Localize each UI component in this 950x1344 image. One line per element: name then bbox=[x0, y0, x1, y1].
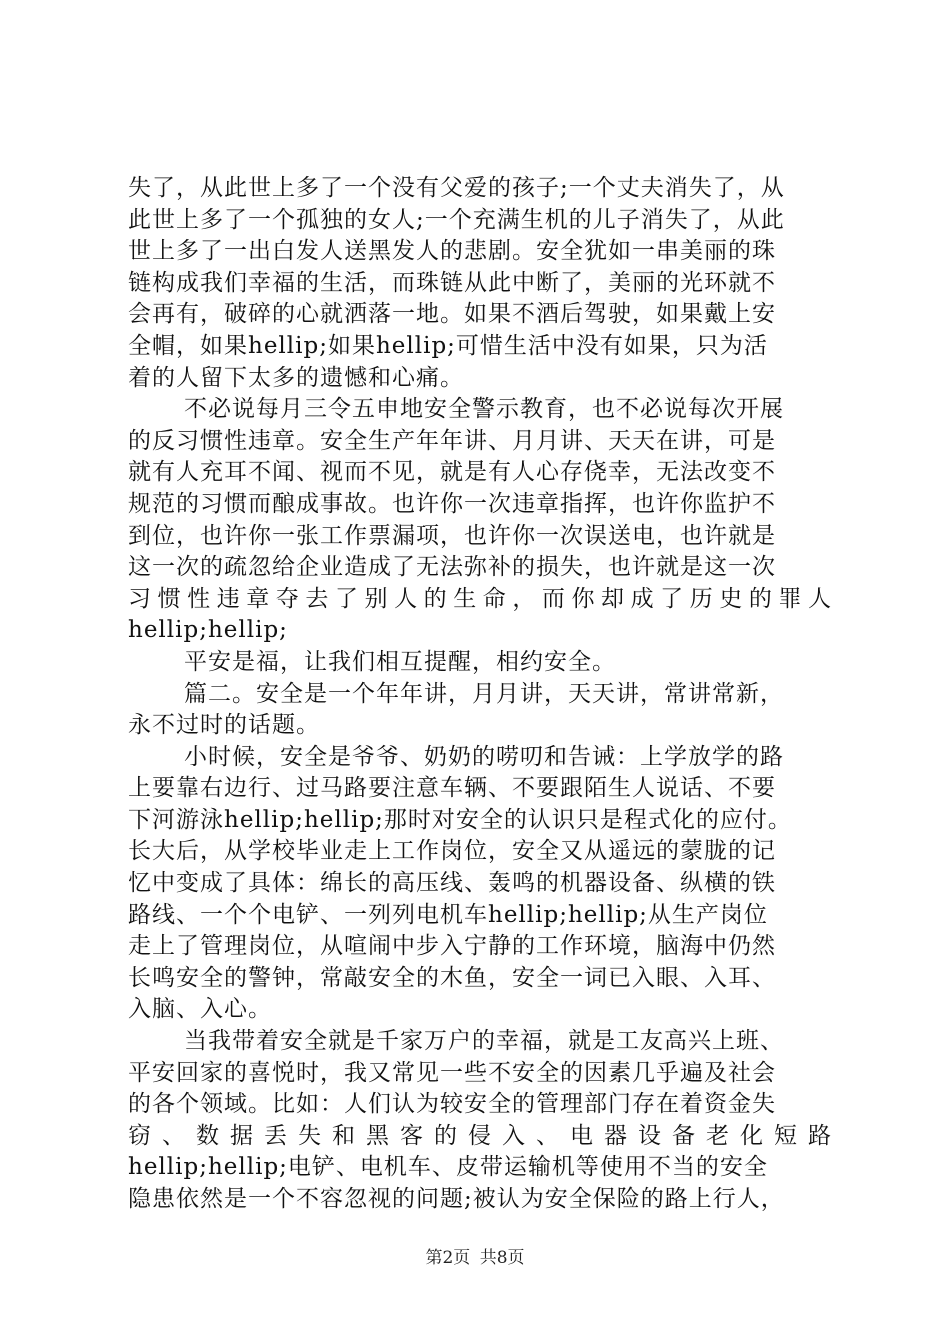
text-line: 这一次的疏忽给企业造成了无法弥补的损失，也许就是这一次 bbox=[128, 554, 776, 581]
paragraph-start-line: 当我带着安全就是千家万户的幸福，就是工友高兴上班、 bbox=[184, 1028, 784, 1055]
text-line: 上要靠右边行、过马路要注意车辆、不要跟陌生人说话、不要 bbox=[128, 775, 776, 802]
paragraph-start-line: 小时候，安全是爷爷、奶奶的唠叨和告诫：上学放学的路 bbox=[184, 743, 784, 770]
text-line: hellip;hellip;电铲、电机车、皮带运输机等使用不当的安全 bbox=[128, 1154, 768, 1181]
text-line: 长大后，从学校毕业走上工作岗位，安全又从遥远的蒙胧的记 bbox=[128, 838, 776, 865]
text-line: 链构成我们幸福的生活，而珠链从此中断了，美丽的光环就不 bbox=[128, 269, 776, 296]
text-line: 会再有，破碎的心就洒落一地。如果不酒后驾驶，如果戴上安 bbox=[128, 301, 776, 328]
text-line: 失了，从此世上多了一个没有父爱的孩子;一个丈夫消失了，从 bbox=[128, 175, 785, 201]
text-line: 入脑、入心。 bbox=[128, 996, 272, 1023]
text-line: 下河游泳hellip;hellip;那时对安全的认识只是程式化的应付。 bbox=[128, 806, 792, 833]
page-total: 共8页 bbox=[479, 1248, 525, 1268]
text-line: 习惯性违章夺去了别人的生命，而你却成了历史的罪人 bbox=[128, 585, 832, 612]
text-line: 世上多了一出白发人送黑发人的悲剧。安全犹如一串美丽的珠 bbox=[128, 238, 776, 265]
text-line: 到位，也许你一张工作票漏项，也许你一次误送电，也许就是 bbox=[128, 522, 776, 549]
text-line: 全帽，如果hellip;如果hellip;可惜生活中没有如果，只为活 bbox=[128, 332, 768, 359]
page-footer bbox=[0, 1243, 950, 1268]
text-line: 路线、一个个电铲、一列列电机车hellip;hellip;从生产岗位 bbox=[128, 901, 768, 928]
page-number: 第2页 bbox=[425, 1248, 471, 1268]
text-line: 永不过时的话题。 bbox=[128, 712, 320, 739]
paragraph-start-line: 平安是福，让我们相互提醒，相约安全。 bbox=[184, 648, 616, 675]
text-line: 平安回家的喜悦时，我又常见一些不安全的因素几乎遍及社会 bbox=[128, 1059, 776, 1086]
text-line: 就有人充耳不闻、视而不见，就是有人心存侥幸，无法改变不 bbox=[128, 459, 776, 486]
text-line: hellip;hellip; bbox=[128, 617, 288, 644]
text-line: 忆中变成了具体：绵长的高压线、轰鸣的机器设备、纵横的铁 bbox=[128, 870, 776, 897]
text-line: 规范的习惯而酿成事故。也许你一次违章指挥，也许你监护不 bbox=[128, 490, 776, 517]
text-line: 的反习惯性违章。安全生产年年讲、月月讲、天天在讲，可是 bbox=[128, 427, 776, 454]
text-line: 走上了管理岗位，从喧闹中步入宁静的工作环境，脑海中仍然 bbox=[128, 933, 776, 960]
paragraph-start-line: 不必说每月三令五申地安全警示教育，也不必说每次开展 bbox=[184, 396, 784, 423]
text-line: 隐患依然是一个不容忽视的问题;被认为安全保险的路上行人， bbox=[128, 1186, 785, 1212]
text-line: 长鸣安全的警钟，常敲安全的木鱼，安全一词已入眼、入耳、 bbox=[128, 964, 776, 991]
text-line: 的各个领域。比如：人们认为较安全的管理部门存在着资金失 bbox=[128, 1091, 776, 1118]
document-body bbox=[128, 173, 832, 1216]
text-line: 着的人留下太多的遗憾和心痛。 bbox=[128, 364, 464, 391]
text-line: 窃、数据丢失和黑客的侵入、电器设备老化短路 bbox=[128, 1122, 832, 1149]
paragraph-start-line: 篇二。安全是一个年年讲，月月讲，天天讲，常讲常新， bbox=[184, 680, 784, 707]
text-line: 此世上多了一个孤独的女人;一个充满生机的儿子消失了，从此 bbox=[128, 206, 785, 233]
